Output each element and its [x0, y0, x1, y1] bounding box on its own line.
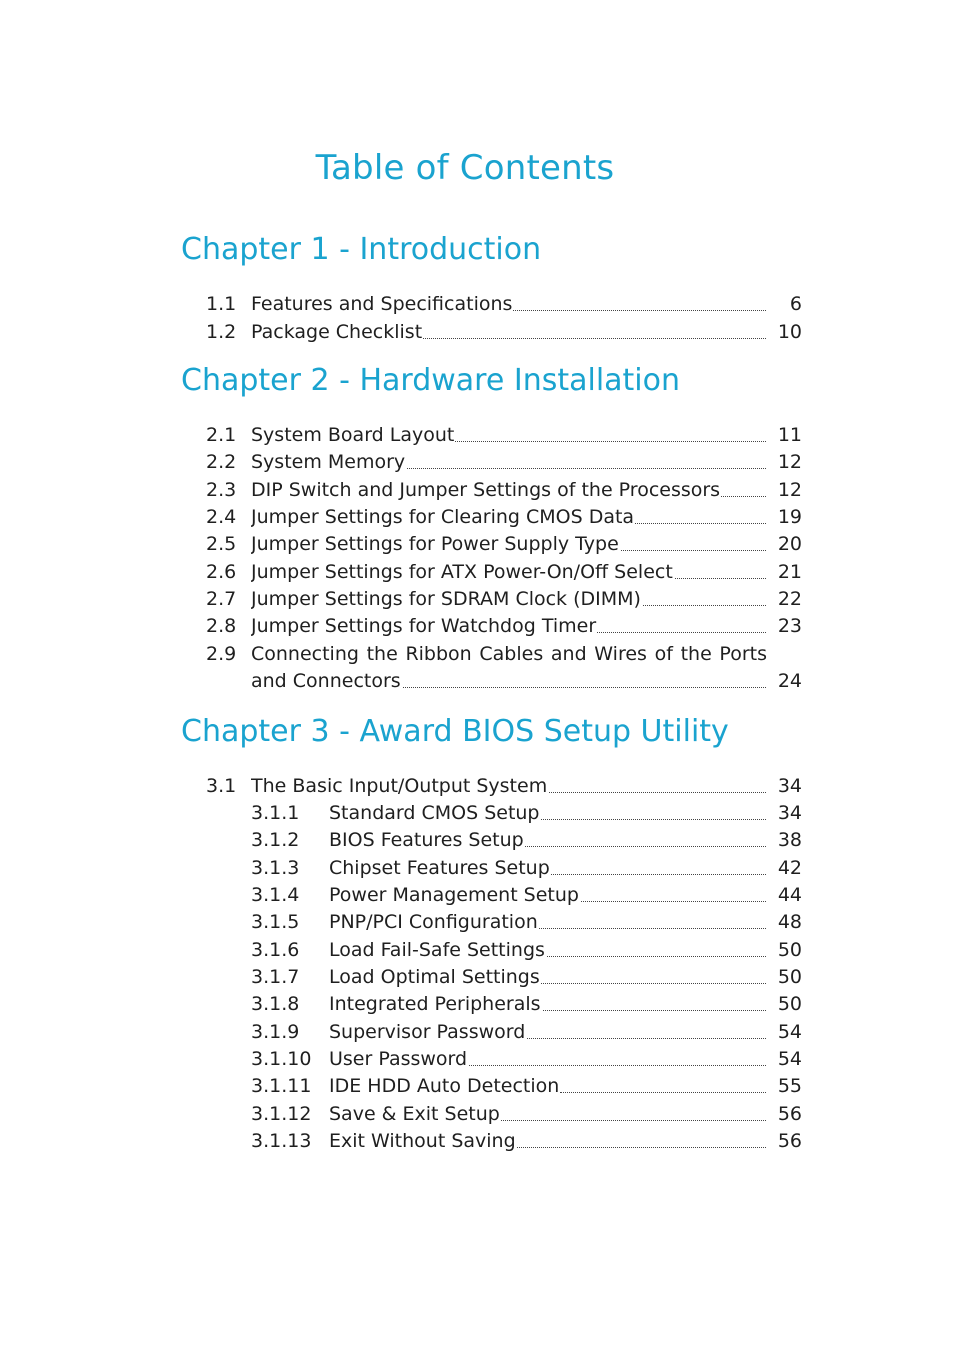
entry-title: System Board Layout	[251, 424, 455, 446]
entry-number: 1.2	[206, 321, 237, 343]
chapter-heading-1: Chapter 1 - Introduction	[181, 232, 542, 267]
entry-title: System Memory	[251, 451, 406, 473]
entry-number: 2.9	[206, 643, 237, 665]
entry-title: Jumper Settings for Power Supply Type	[251, 533, 619, 555]
toc-entry[interactable]	[206, 800, 802, 827]
entry-title: IDE HDD Auto Detection	[329, 1075, 560, 1097]
entry-number: 3.1.12	[251, 1103, 312, 1125]
leader-dots	[524, 792, 766, 793]
leader-dots	[528, 874, 766, 875]
toc-entry[interactable]	[206, 613, 802, 640]
leader-dots	[392, 468, 766, 469]
leader-dots	[522, 983, 766, 984]
toc-entry[interactable]	[206, 559, 802, 586]
entry-number: 3.1.3	[251, 857, 300, 879]
toc-entry[interactable]	[206, 909, 802, 936]
entry-number: 1.1	[206, 293, 237, 315]
toc-entry[interactable]	[206, 477, 802, 504]
entry-page: 20	[777, 533, 802, 555]
leader-dots	[481, 310, 766, 311]
leader-dots	[508, 846, 766, 847]
leader-dots	[558, 901, 766, 902]
entry-page: 19	[777, 506, 802, 528]
leader-dots	[460, 1065, 766, 1066]
entry-number: 3.1.1	[251, 802, 300, 824]
entry-title: Features and Specifications	[251, 293, 513, 315]
entry-page: 50	[777, 939, 802, 961]
entry-number: 2.2	[206, 451, 237, 473]
entry-number: 2.8	[206, 615, 237, 637]
entry-title: User Password	[329, 1048, 468, 1070]
entry-page: 50	[777, 993, 802, 1015]
entry-page: 34	[777, 802, 802, 824]
entry-title: DIP Switch and Jumper Settings of the Processors	[251, 479, 721, 501]
toc-entry[interactable]	[206, 449, 802, 476]
toc-entry[interactable]	[206, 504, 802, 531]
entry-page: 12	[777, 451, 802, 473]
entry-number: 3.1.9	[251, 1021, 300, 1043]
entry-title: Load Optimal Settings	[329, 966, 540, 988]
toc-entry[interactable]	[206, 882, 802, 909]
leader-dots	[484, 1120, 766, 1121]
entry-page: 48	[777, 911, 802, 933]
toc-entry[interactable]	[206, 773, 802, 800]
entry-number: 3.1.6	[251, 939, 300, 961]
entry-title: Integrated Peripherals	[329, 993, 541, 1015]
entry-page: 12	[777, 479, 802, 501]
entry-title: Jumper Settings for SDRAM Clock (DIMM)	[251, 588, 641, 610]
entry-title: Save & Exit Setup	[329, 1103, 500, 1125]
toc-entry[interactable]	[206, 991, 802, 1018]
entry-title: Jumper Settings for ATX Power-On/Off Select	[251, 561, 673, 583]
entry-number: 3.1.10	[251, 1048, 312, 1070]
entry-page: 42	[777, 857, 802, 879]
entry-number: 3.1.2	[251, 829, 300, 851]
entry-title-line-1: Connecting the Ribbon Cables and Wires of the Ports	[251, 643, 767, 665]
entry-number: 3.1	[206, 775, 237, 797]
entry-number: 2.3	[206, 479, 237, 501]
entry-page: 50	[777, 966, 802, 988]
toc-entry[interactable]	[206, 937, 802, 964]
leader-dots	[568, 632, 766, 633]
entry-page: 54	[777, 1021, 802, 1043]
toc-entry[interactable]	[206, 291, 802, 318]
toc-entry[interactable]	[206, 531, 802, 558]
toc-entry[interactable]	[206, 1046, 802, 1073]
entry-title: The Basic Input/Output System	[251, 775, 548, 797]
entry-title: Load Fail-Safe Settings	[329, 939, 545, 961]
leader-dots	[498, 1147, 766, 1148]
entry-title: Power Management Setup	[329, 884, 579, 906]
toc-entry[interactable]	[206, 1128, 802, 1155]
entry-page: 23	[777, 615, 802, 637]
toc-entry[interactable]	[206, 1019, 802, 1046]
entry-title: Chipset Features Setup	[329, 857, 550, 879]
entry-title: and Connectors	[251, 670, 401, 692]
entry-number: 3.1.11	[251, 1075, 312, 1097]
toc-entry[interactable]	[206, 827, 802, 854]
leader-dots	[403, 338, 766, 339]
entry-number: 3.1.7	[251, 966, 300, 988]
entry-number: 3.1.5	[251, 911, 300, 933]
entry-number: 2.6	[206, 561, 237, 583]
entry-page: 38	[777, 829, 802, 851]
toc-entry[interactable]	[206, 319, 802, 346]
page-title: Table of Contents	[315, 148, 615, 188]
entry-title: Exit Without Saving	[329, 1130, 516, 1152]
entry-page: 34	[777, 775, 802, 797]
entry-page: 11	[777, 424, 802, 446]
entry-number: 2.4	[206, 506, 237, 528]
entry-title: BIOS Features Setup	[329, 829, 524, 851]
entry-page: 56	[777, 1130, 802, 1152]
toc-entry[interactable]	[206, 855, 802, 882]
toc-entry[interactable]	[206, 422, 802, 449]
chapter-heading-2: Chapter 2 - Hardware Installation	[181, 363, 680, 398]
leader-dots	[614, 523, 766, 524]
entry-page: 55	[777, 1075, 802, 1097]
chapter-heading-3: Chapter 3 - Award BIOS Setup Utility	[181, 714, 729, 749]
entry-page: 24	[777, 670, 802, 692]
entry-title: Jumper Settings for Clearing CMOS Data	[251, 506, 635, 528]
entry-page: 6	[789, 293, 802, 315]
leader-dots	[560, 1092, 766, 1093]
leader-dots	[514, 1010, 766, 1011]
entry-title: Supervisor Password	[329, 1021, 526, 1043]
entry-number: 3.1.8	[251, 993, 300, 1015]
entry-number: 2.1	[206, 424, 237, 446]
entry-title: Package Checklist	[251, 321, 423, 343]
entry-page: 56	[777, 1103, 802, 1125]
leader-dots	[520, 956, 766, 957]
toc-entry[interactable]	[206, 668, 802, 695]
leader-dots	[508, 1038, 766, 1039]
entry-page: 21	[777, 561, 802, 583]
entry-title: Jumper Settings for Watchdog Timer	[251, 615, 597, 637]
leader-dots	[391, 687, 766, 688]
entry-number: 2.7	[206, 588, 237, 610]
entry-number: 3.1.13	[251, 1130, 312, 1152]
entry-page: 22	[777, 588, 802, 610]
entry-title: PNP/PCI Configuration	[329, 911, 538, 933]
toc-entry[interactable]	[206, 1101, 802, 1128]
entry-page: 54	[777, 1048, 802, 1070]
entry-page: 44	[777, 884, 802, 906]
entry-page: 10	[777, 321, 802, 343]
toc-entry[interactable]	[206, 1073, 802, 1100]
entry-title: Standard CMOS Setup	[329, 802, 540, 824]
leader-dots	[442, 441, 766, 442]
toc-entry[interactable]	[206, 586, 802, 613]
leader-dots	[528, 928, 766, 929]
entry-number: 2.5	[206, 533, 237, 555]
entry-number: 3.1.4	[251, 884, 300, 906]
leader-dots	[631, 605, 766, 606]
toc-entry[interactable]	[206, 964, 802, 991]
leader-dots	[528, 819, 766, 820]
